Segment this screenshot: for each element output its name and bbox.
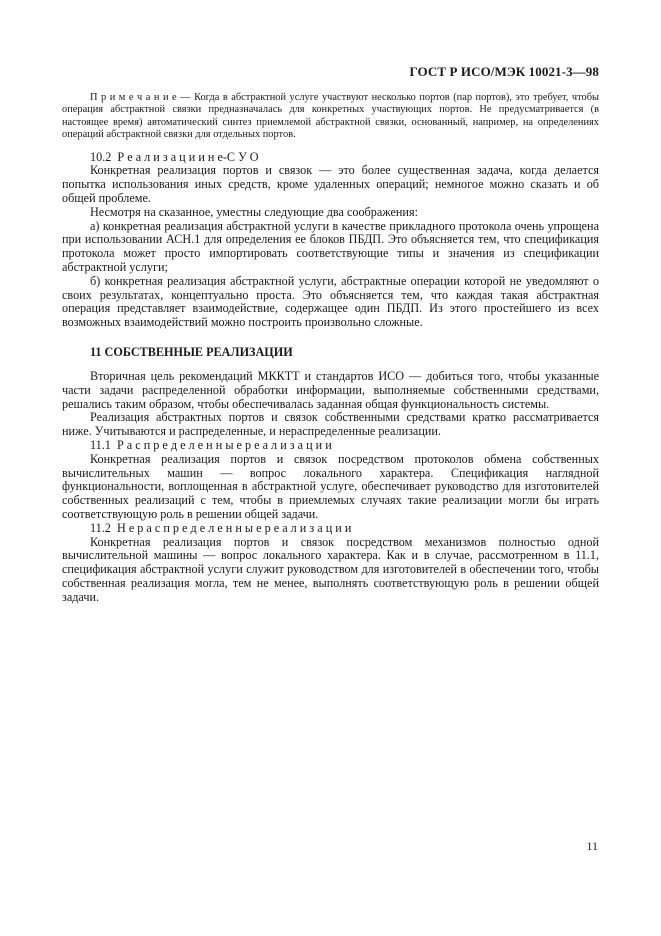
paragraph: Реализация абстрактных портов и связок собственными средствами кратко рассматривается ниже. Учитываются и распределенные, и нераспределенные реализации. — [62, 410, 599, 439]
paragraph: Конкретная реализация портов и связок — это более существенная задача, когда делается попытка использования иных средств, кроме удаленных операций; немногое можно сказать и об общей проблеме. — [62, 163, 599, 206]
page-number: 11 — [586, 839, 598, 853]
paragraph: Конкретная реализация портов и связок посредством протоколов обмена собственных вычислительных машин — вопрос локального характера. Спецификация наглядной функциональности, воплощенная в абстрактной услуге, обеспечивает руководство для изготовителей собственных реализаций с тем, чтобы в приемлемых случаях такие реализации могли бы играть соответствующую роль в решении общей задачи. — [62, 451, 599, 521]
subsection-title: Р е а л и з а ц и и н е-С У О — [117, 149, 259, 164]
subsection-title: Н е р а с п р е д е л е н н ы е р е а л и з а ц и и — [116, 520, 352, 535]
note-text: — Когда в абстрактной услуге участвуют несколько портов (пар портов), это требует, чтобы операция абстрактной связки предназначалась для конкретных участвующих портов. Не предусматривается (в настоящее время) автоматический синтез приемлемой абстрактной связки, основанный, например, на определениях операций абстрактной связки для отдельных портов. — [62, 92, 599, 141]
document-body — [62, 92, 599, 605]
subsection-title: Р а с п р е д е л е н н ы е р е а л и з а ц и и — [116, 437, 332, 452]
note-paragraph — [62, 92, 599, 142]
subsection-number: 11.1 — [90, 437, 111, 452]
paragraph: Вторичная цель рекомендаций МККТТ и стандартов ИСО — добиться того, чтобы указанные части задачи распределенной обработки информации, выполняемые собственными средствами, решались таким образом, чтобы обеспечивалась заданная общая функциональность системы. — [62, 368, 599, 411]
paragraph: Конкретная реализация портов и связок посредством механизмов полностью одной вычислительной машины — вопрос локального характера. Как и в случае, рассмотренном в 11.1, спецификация абстрактной услуги служит руководством для изготовителей в обеспечении того, чтобы собственная реализация могла, тем не менее, выполнять соответствующую роль в решении общей задачи. — [62, 534, 599, 604]
subsection-number: 11.2 — [90, 520, 111, 535]
subsection-number: 10.2 — [90, 149, 112, 164]
section-11-heading: 11 СОБСТВЕННЫЕ РЕАЛИЗАЦИИ — [90, 344, 293, 359]
list-item-a: а) конкретная реализация абстрактной услуги в качестве прикладного протокола очень упрощена при использовании АСН.1 для определения ее блоков ПБДП. Это объясняется тем, что спецификация протокола может просто импортировать соответствующие типы и значения из спецификации абстрактной услуги; — [62, 218, 599, 274]
subsection-10-2-heading — [62, 151, 599, 165]
note-label: П р и м е ч а н и е — [90, 92, 177, 103]
paragraph: Несмотря на сказанное, уместны следующие два соображения: — [90, 204, 418, 219]
page-header: ГОСТ Р ИСО/МЭК 10021-3—98 — [409, 64, 599, 79]
subsection-11-2-heading — [62, 522, 599, 536]
list-item-b: б) конкретная реализация абстрактной услуги, абстрактные операции которой не уведомляют о своих результатах, концептуально проста. Это объясняется тем, что каждая такая абстрактная операция представляет взаимодействие, содержащее один ПБДП. Из этого простейшего из всех возможных взаимодействий можно построить произвольно сложные. — [62, 273, 599, 330]
subsection-11-1-heading — [62, 439, 599, 453]
